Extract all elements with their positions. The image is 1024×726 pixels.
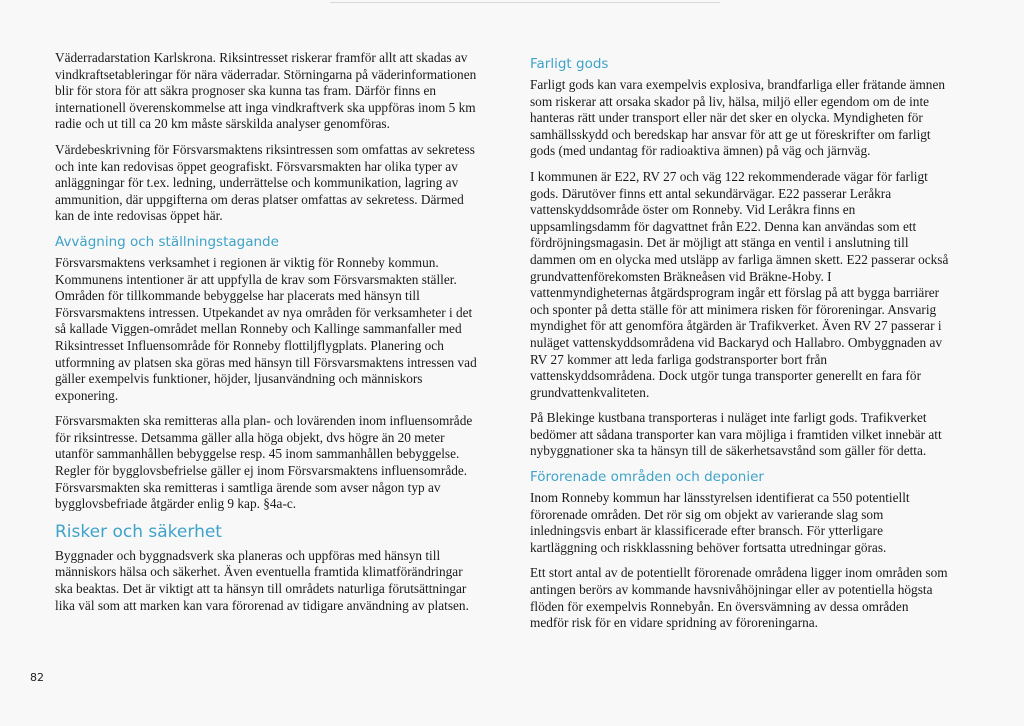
paragraph-farligt-gods-definition: Farligt gods kan vara exempelvis explosiva, brandfarliga eller frätande ämnen som riskerar att orsaka skador på liv, hälsa, miljö eller egendom om de inte hanteras rätt under transport eller när det sker en olycka. Myndigheten för samhällsskydd och beredskap har ansvar för att ge ut föreskrifter om farligt gods (med undantag för radioaktiva ämnen) på väg och järnväg. (530, 77, 946, 159)
paragraph-lansstyrelsen: Inom Ronneby kommun har länsstyrelsen identifierat ca 550 potentiellt förorenade områden. Det rör sig om objekt av varierande slag som inledningsvis enbart är klassificerade efter bransch. För ytterligare kartläggning och riskklassning behöver fortsatta utredningar göras. (530, 490, 910, 555)
heading-farligt-gods: Farligt gods (530, 56, 609, 72)
right-column (530, 50, 950, 641)
paragraph-byggnader: Byggnader och byggnadsverk ska planeras och uppföras med hänsyn till människors hälsa och säkerhet. Även eventuella framtida klimatförändringar ska beaktas. Det är viktigt att ta hänsyn till områdets naturliga förutsättningar lika väl som att marken kan vara förorenad av tidigare användning av platsen. (55, 547, 469, 613)
page-number: 82 (30, 671, 44, 684)
paragraph-kustbana: På Blekinge kustbana transporteras i nuläget inte farligt gods. Trafikverket bedömer att sådana transporter kan vara möjliga i framtiden vilket innebär att nybyggnationer ska ta hänsyn till de säkerhetsavstånd som gäller för detta. (530, 410, 942, 459)
heading-avvagning: Avvägning och ställningstagande (55, 233, 279, 250)
top-divider (330, 2, 720, 3)
paragraph-oversvamning: Ett stort antal av de potentiellt förorenade områdena ligger inom områden som antingen berörs av kommande havsnivåhöjningar eller av potentiella högsta flöden för exempelvis Ronnebyån. En översvämning av dessa områden medför risk för en vidare spridning av föroreningarna. (530, 565, 948, 631)
heading-fororenade-omraden: Förorenade områden och deponier (530, 469, 764, 486)
paragraph-rekommenderade-vagar: I kommunen är E22, RV 27 och väg 122 rekommenderade vägar för farligt gods. Därutöver finns ett antal sekundärvägar. E22 passerar Leråkra vattenskyddsområde öster om Ronneby. Vid Leråkra finns en uppsamlingsdamm för dagvattnet från E22. Denna kan användas som ett fördröjningsmagasin. Det är möjligt att stänga en ventil i anslutning till dammen om en olycka med utsläpp av farliga ämnen skett. E22 passerar också grundvattenförekomsten Bräkneåsen vid Bräkne-Hoby. I vattenmyndigheternas åtgärdsprogram ingår ett förslag på att bygga barriärer och sponter på detta ställe för att minimera risken för föroreningar. Ansvarig myndighet för att genomföra åtgärden är Trafikverket. Även RV 27 passerar i nuläget vattenskyddsområdena vid Backaryd och Hallabro. Ombyggnaden av RV 27 kommer att leda farliga godstransporter bort från vattenskyddsområdena. Dock utgör tunga transporter generellt en fara för grundvattenkvaliteten. (530, 168, 949, 400)
paragraph-vaderradar: Väderradarstation Karlskrona. Riksintresset riskerar framför allt att skadas av vindkraftsetableringar för nära väderradar. Störningarna på väderinformationen blir för stora för att säkra prognoser ska kunna tas fram. Därför finns en internationell överenskommelse att inga vindkraftverk ska uppföras inom 5 km radie och ut till ca 20 km måste särskilda analyser genomföras. (55, 50, 477, 132)
paragraph-remittering: Försvarsmakten ska remitteras alla plan- och lovärenden inom influensområde för riksintresse. Detsamma gäller alla höga objekt, dvs högre än 20 meter utanför sammanhållen bebyggelse resp. 45 inom sammanhållen bebyggelse. Regler för bygglovsbefrielse gäller ej inom Försvarsmaktens influensområde. Försvarsmakten ska remitteras i samtliga ärende som avser någon typ av bygglovsbefriade åtgärder enlig 9 kap. §4a-c. (55, 413, 473, 512)
paragraph-forsvarsmaktens-verksamhet: Försvarsmaktens verksamhet i regionen är viktig för Ronneby kommun. Kommunens intentioner är att uppfylla de krav som Försvarsmakten ställer. Områden för tillkommande bebyggelse har placerats med hänsyn till Försvarsmaktens intressen. Utpekandet av nya områden för verksamheter i det så kallade Viggen-området mellan Ronneby och Kallinge sammanfaller med Riksintresset Influensområde för Ronneby flottiljflygplats. Planering och utformning av platsen ska göras med hänsyn till Försvarsmaktens intressen vad gäller exempelvis funktioner, höjder, ljusanvändning och människors exponering. (55, 254, 477, 403)
left-column (55, 50, 480, 623)
paragraph-vardebeskrivning: Värdebeskrivning för Försvarsmaktens riksintressen som omfattas av sekretess och inte kan redovisas öppet geografiskt. Försvarsmakten har olika typer av anläggningar för t.ex. ledning, underrättelse och kommunikation, lagring av ammunition, där uppgifterna om deras platser omfattas av sekretess. Därmed kan de inte redovisas öppet här. (55, 141, 475, 224)
heading-risker-sakerhet: Risker och säkerhet (55, 521, 222, 542)
